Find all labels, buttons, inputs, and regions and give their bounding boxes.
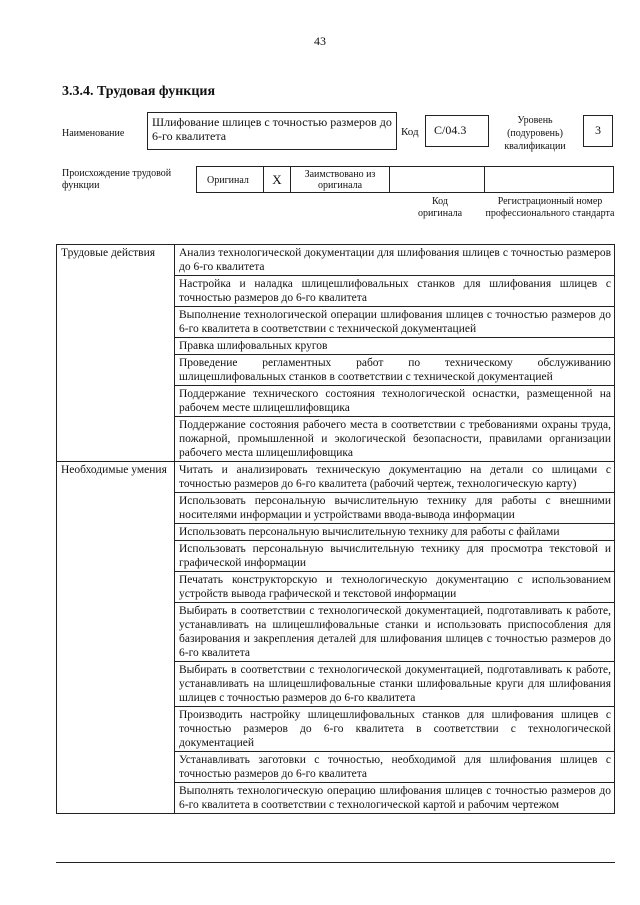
skills-item: Использовать персональную вычислительную технику для просмотра текстовой и графической информации — [175, 541, 615, 572]
origin-row — [196, 166, 614, 193]
skills-label: Необходимые умения — [57, 462, 175, 814]
section-title: 3.3.4. Трудовая функция — [62, 84, 216, 99]
origin-original-cell — [196, 166, 264, 193]
skills-item: Устанавливать заготовки с точностью, необходимой для шлифования шлицев с точностью размеров до 6-го квалитета — [175, 752, 615, 783]
labor-actions-item: Поддержание технического состояния технологической оснастки, размещенной на рабочем месте шлицешлифовщика — [175, 386, 615, 417]
skills-item: Использовать персональную вычислительную технику для работы с файлами — [175, 524, 615, 541]
skills-item: Выбирать в соответствии с технологической документацией, подготавливать к работе, устанавливать на шлицешлифовальные станки шлифовальные круги для шлифования шлицев с точностью размеров до 6-го квалитета — [175, 662, 615, 707]
origin-borrowed-label: Заимствовано из оригинала — [304, 169, 376, 191]
labor-actions-item: Настройка и наладка шлицешлифовальных станков для шлифования шлицев с точностью размеров до 6-го квалитета — [175, 276, 615, 307]
table-row — [57, 462, 615, 493]
origin-code-cell — [389, 166, 485, 193]
skills-item: Производить настройку шлицешлифовальных станков для шлифования шлицев с точностью размеров до 6-го квалитета в соответствии с технологической документацией — [175, 707, 615, 752]
origin-original-label: Оригинал — [207, 175, 249, 186]
labor-actions-item: Правка шлифовальных кругов — [175, 338, 615, 355]
labor-actions-item: Проведение регламентных работ по техническому обслуживанию шлицешлифовальных станков в соответствии с технической документацией — [175, 355, 615, 386]
level-label: Уровень (подуровень) квалификации — [504, 115, 566, 152]
code-value-box — [425, 115, 489, 147]
name-label: Наименование — [62, 128, 125, 139]
skills-item: Печатать конструкторскую и технологическую документацию с использованием устройств вывода графической и текстовой информации — [175, 572, 615, 603]
table-row — [57, 245, 615, 276]
skills-item: Выполнять технологическую операцию шлифования шлицев с точностью размеров до 6-го квалитета в соответствии с технологической картой и рабочим чертежом — [175, 783, 615, 814]
level-value: 3 — [595, 123, 601, 137]
code-value: C/04.3 — [434, 123, 467, 137]
labor-actions-label: Трудовые действия — [57, 245, 175, 462]
code-label: Код — [401, 126, 419, 138]
origin-original-mark: X — [272, 172, 282, 187]
table-continuation-line — [56, 862, 615, 863]
origin-label: Происхождение трудовой функции — [62, 168, 172, 191]
labor-actions-item: Выполнение технологической операции шлифования шлицев с точностью размеров до 6-го квалитета в соответствии с технической документацией — [175, 307, 615, 338]
labor-function-table — [56, 244, 615, 814]
labor-actions-item: Поддержание состояния рабочего места в соответствии с требованиями охраны труда, пожарной, промышленной и экологической безопасности, правилами организации рабочего места шлицешлифовщика — [175, 417, 615, 462]
name-value: Шлифование шлицев с точностью размеров до 6-го квалитета — [152, 115, 392, 143]
skills-item: Выбирать в соответствии с технологической документацией, подготавливать к работе, устанавливать на шлицешлифовальные станки и использовать приспособления для базирования и закрепления деталей для шлифования шлицев с точностью размеров до 6-го квалитета — [175, 603, 615, 662]
origin-code-caption: Код оригинала — [417, 196, 463, 219]
name-value-box — [147, 112, 397, 150]
origin-borrowed-cell — [290, 166, 390, 193]
labor-actions-item: Анализ технологической документации для шлифования шлицев с точностью размеров до 6-го квалитета — [175, 245, 615, 276]
skills-item: Использовать персональную вычислительную технику для работы с внешними носителями информации и устройствами ввода-вывода информации — [175, 493, 615, 524]
level-value-box — [583, 115, 613, 147]
page-number: 43 — [314, 34, 326, 48]
origin-reg-cell — [484, 166, 614, 193]
skills-item: Читать и анализировать техническую документацию на детали со шлицами с точностью размеров до 6-го квалитета (рабочий чертеж, технологическую карту) — [175, 462, 615, 493]
origin-reg-caption: Регистрационный номер профессионального стандарта — [485, 196, 615, 219]
origin-mark-cell — [263, 166, 291, 193]
